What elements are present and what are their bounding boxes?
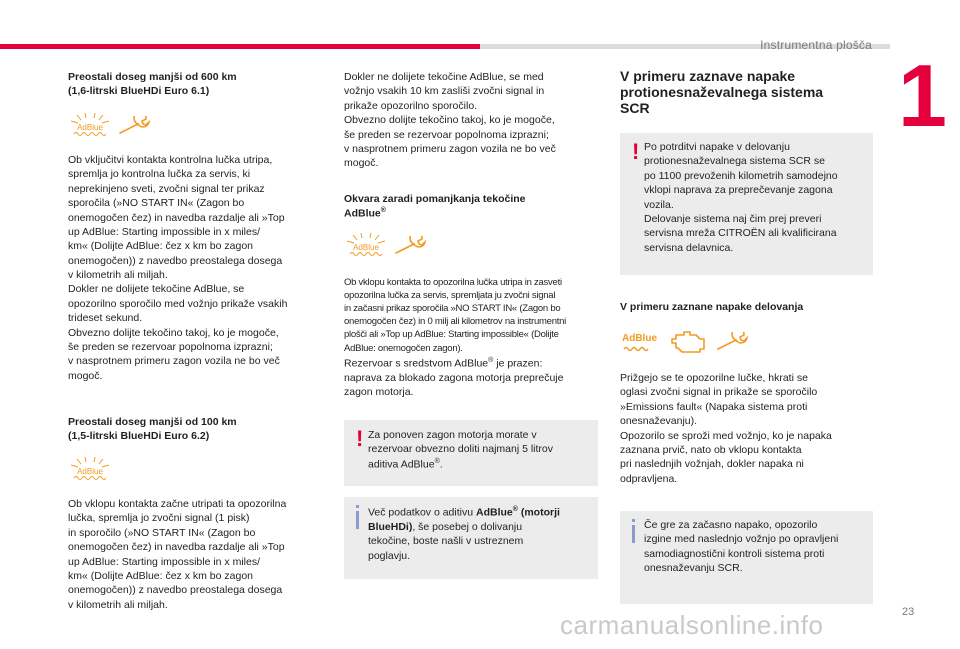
adblue-label-3: AdBlue [353, 243, 379, 252]
warning-refill-text: Za ponoven zagon motorja morate v rezervoar obvezno doliti najmanj 5 litrov aditiva AdBlue [368, 429, 554, 471]
adblue-warning-icon-2 [68, 456, 160, 484]
warning-box-scr [620, 133, 873, 275]
heading-range-100: Preostali doseg manjši od 100 km (1,5-litrski BlueHDi Euro 6.2) [68, 416, 237, 443]
info-text-b: , še posebej o dolivanju tekočine, boste našli v ustreznem poglavju. [368, 520, 524, 562]
info-text-bold2: (motorji BlueHDi) [368, 506, 560, 533]
info-icon [356, 511, 359, 529]
heading-adblue-empty-text: Okvara zaradi pomanjkanja tekočine AdBlue [344, 193, 526, 220]
adblue-solid-label: AdBlue [622, 333, 657, 344]
header-accent-bar [0, 44, 480, 49]
info-box-adblue-text [368, 505, 596, 563]
wrench-icon-2 [394, 236, 430, 256]
watermark: carmanualsonline.info [560, 610, 824, 640]
wrench-icon [118, 116, 154, 136]
warning-box-scr-text: Po potrditvi napake v delovanju protionesnaževalnega sistema SCR se po 1100 prevoženih kilometrih samodejno vklopi naprava za preprečevanje zagona vozila. Delovanje sistema naj čim prej preveri servisna mreža CITROËN ali kvalificirana servisna delavnica. [644, 141, 838, 254]
adblue-label-2: AdBlue [77, 467, 103, 476]
warning-box-refill-text [368, 428, 596, 472]
paragraph-range-100: Ob vklopu kontakta začne utripati ta opozorilna lučka, spremlja jo zvočni signal (1 pisk) in sporočilo (»NO START IN« (Zagon bo onemogočen čez) in navedba razdalje ali »Top up AdBlue: Starting impossible in x miles/ km« (Dolijte AdBlue: čez x km bo zagon onemogočen)) z navedbo preostalega dosega v kilometrih ali miljah. [68, 498, 287, 611]
warning-exclamation-icon-2: ! [632, 139, 640, 164]
info-box-temporary-fault-text: Če gre za začasno napako, opozorilo izgine med naslednjo vožnjo po opravljeni samodiagnostični kontroli sistema proti onesnaževanju SCR. [644, 519, 839, 575]
tank-empty-text-b: je prazen: naprava za blokado zagona motorja preprečuje zagon motorja. [344, 357, 564, 399]
wrench-icon-3 [716, 332, 752, 352]
adblue-label: AdBlue [77, 123, 103, 132]
paragraph-range-600: Ob vključitvi kontakta kontrolna lučka utripa, spremlja jo kontrolna lučka za servis, ki neprekinjeno sveti, zvočni signal ter prikaz sporočila (»NO START IN« (Zagon bo onemogočen čez) in navedba razdalje ali »Top up AdBlue: Starting impossible in x miles/ km« (Dolijte AdBlue: čez x km bo zagon onemogočen)) z navedbo preostalega dosega v kilometrih ali miljah. Dokler ne dolijete tekočine AdBlue, se opozorilno sporočilo med vožnjo prikaže vsakih trideset sekund. Obvezno dolijte tekočino takoj, ko je mogoče, še preden se rezervoar popolnoma izprazni; v nasprotnem primeru zagon vozila ne bo več mogoč. [68, 154, 288, 382]
registered-mark-3: ® [434, 457, 440, 465]
info-icon-2 [632, 525, 635, 543]
heading-range-600: Preostali doseg manjši od 600 km (1,6-litrski BlueHDi Euro 6.1) [68, 71, 237, 98]
page-number: 23 [902, 606, 915, 618]
adblue-solid-icon [620, 327, 666, 357]
registered-mark: ® [380, 207, 386, 215]
heading-scr-fault: V primeru zaznave napake protionesnaževalnega sistema SCR [620, 68, 824, 117]
info-box-temporary-fault [620, 511, 873, 604]
info-text-bold: AdBlue [476, 506, 513, 519]
registered-mark-2: ® [488, 357, 494, 364]
paragraph-tank-empty [344, 356, 606, 400]
paragraph-adblue-empty-condensed: Ob vklopu kontakta to opozorilna lučka utripa in zasveti opozorilna lučka za servis, spremljata ju zvočni signal in začasni prikaz sporočila »NO START IN« (Zagon bo onemogočen čez) in 0 milj ali kilometrov na instrumentni plošči ali »Top up AdBlue: Starting impossible« (Dolijte AdBlue: onemogočen zagon). [344, 277, 567, 354]
heading-fault-detected: V primeru zaznane napake delovanja [620, 301, 804, 313]
chapter-title: Instrumentna plošča [760, 38, 872, 52]
engine-icon [668, 327, 708, 357]
warning-exclamation-icon: ! [356, 426, 364, 451]
warning-box-refill [344, 420, 598, 486]
tank-empty-text-a: Rezervoar s sredstvom AdBlue [344, 357, 489, 370]
heading-adblue-empty [344, 192, 606, 221]
info-text-a: Več podatkov o aditivu [368, 506, 476, 519]
chapter-number: 1 [898, 46, 947, 145]
paragraph-fault-detected: Prižgejo se te opozorilne lučke, hkrati se oglasi zvočni signal in prikaže se sporočilo »Emissions fault« (Napaka sistema proti onesnaževanju). Opozorilo se sproži med vožnjo, ko je napaka zaznana prvič, nato ob vklopu kontakta pri naslednjih vožnjah, dokler napaka ni odpravljena. [620, 372, 832, 485]
info-box-adblue [344, 497, 598, 579]
registered-mark-4: ® [512, 506, 518, 513]
warning-refill-end: . [439, 458, 443, 471]
paragraph-refill-warning: Dokler ne dolijete tekočine AdBlue, se med vožnjo vsakih 10 km zasliši zvočni signal in prikaže opozorilno sporočilo. Obvezno dolijte tekočino takoj, ko je mogoče, še preden se rezervoar popolnoma izprazni; v nasprotnem primeru zagon vozila ne bo več mogoč. [344, 71, 556, 170]
